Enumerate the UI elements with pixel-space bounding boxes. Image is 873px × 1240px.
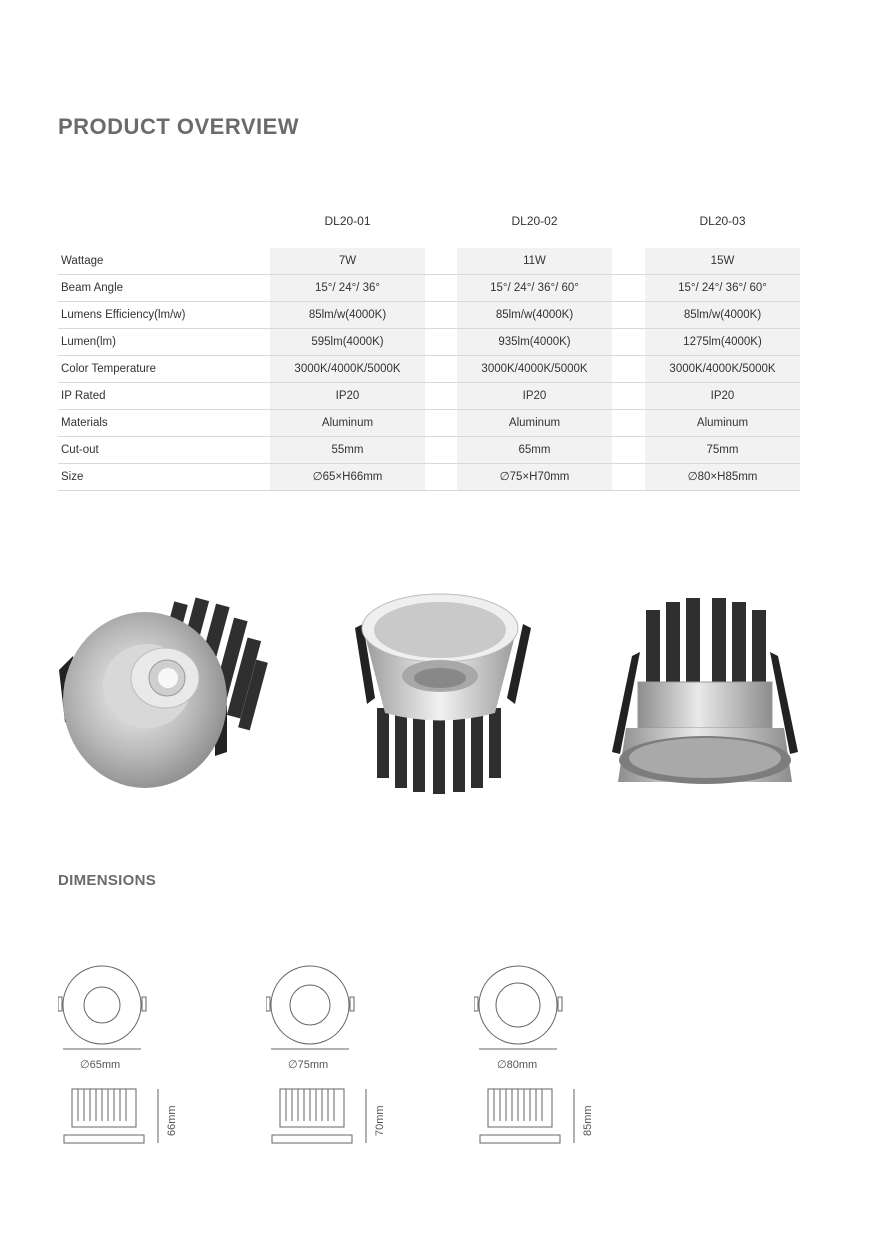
product-photo-dl20-03 <box>608 592 803 792</box>
row-label: Lumens Efficiency(lm/w) <box>61 309 186 321</box>
height-label-1: 66mm <box>166 1105 178 1136</box>
table-cell: 15°/ 24°/ 36°/ 60° <box>645 275 800 301</box>
table-cell: Aluminum <box>645 410 800 436</box>
table-cell: IP20 <box>645 383 800 409</box>
row-label: Color Temperature <box>61 363 157 375</box>
table-cell: 15°/ 24°/ 36°/ 60° <box>457 275 612 301</box>
table-row <box>58 464 800 491</box>
table-cell: 3000K/4000K/5000K <box>270 356 425 382</box>
table-cell: 85lm/w(4000K) <box>645 302 800 328</box>
table-cell: 15W <box>645 248 800 274</box>
table-cell: Aluminum <box>270 410 425 436</box>
table-cell: 3000K/4000K/5000K <box>645 356 800 382</box>
table-cell: IP20 <box>270 383 425 409</box>
table-cell: 7W <box>270 248 425 274</box>
row-label: Materials <box>61 417 108 429</box>
dimension-side-view-3 <box>476 1085 596 1147</box>
page-title: PRODUCT OVERVIEW <box>58 114 300 139</box>
height-label-3: 85mm <box>582 1105 594 1136</box>
diameter-label-3: ∅80mm <box>497 1059 538 1071</box>
table-cell: Aluminum <box>457 410 612 436</box>
table-cell: 1275lm(4000K) <box>645 329 800 355</box>
table-row <box>58 275 800 302</box>
table-cell: 15°/ 24°/ 36° <box>270 275 425 301</box>
row-label: Lumen(lm) <box>61 336 116 348</box>
table-cell: 75mm <box>645 437 800 463</box>
dimensions-title: DIMENSIONS <box>58 872 157 889</box>
table-row <box>58 356 800 383</box>
table-row <box>58 302 800 329</box>
model-header-2: DL20-02 <box>511 214 558 228</box>
dimension-side-view-2 <box>268 1085 388 1147</box>
row-label: Wattage <box>61 255 104 267</box>
table-row <box>58 437 800 464</box>
table-cell: 65mm <box>457 437 612 463</box>
row-label: Cut-out <box>61 444 99 456</box>
table-cell: 595lm(4000K) <box>270 329 425 355</box>
row-label: Beam Angle <box>61 282 124 294</box>
row-label: Size <box>61 471 84 483</box>
table-cell: ∅75×H70mm <box>457 464 612 490</box>
model-header-1: DL20-01 <box>324 214 371 228</box>
dimension-top-view-3 <box>474 965 569 1051</box>
table-cell: 85lm/w(4000K) <box>457 302 612 328</box>
table-cell: 3000K/4000K/5000K <box>457 356 612 382</box>
dimension-top-view-1 <box>58 965 153 1051</box>
table-cell: IP20 <box>457 383 612 409</box>
product-photo-dl20-01 <box>55 590 275 795</box>
table-row <box>58 383 800 410</box>
table-cell: 55mm <box>270 437 425 463</box>
model-header-3: DL20-03 <box>699 214 746 228</box>
table-cell: 935lm(4000K) <box>457 329 612 355</box>
row-label: IP Rated <box>61 390 106 402</box>
table-cell: ∅80×H85mm <box>645 464 800 490</box>
dimension-top-view-2 <box>266 965 361 1051</box>
product-photo-dl20-02 <box>345 588 535 798</box>
diameter-label-1: ∅65mm <box>80 1059 121 1071</box>
table-cell: 85lm/w(4000K) <box>270 302 425 328</box>
dimension-side-view-1 <box>60 1085 180 1147</box>
table-row <box>58 410 800 437</box>
table-row <box>58 329 800 356</box>
diameter-label-2: ∅75mm <box>288 1059 329 1071</box>
table-cell: 11W <box>457 248 612 274</box>
table-row <box>58 248 800 275</box>
table-cell: ∅65×H66mm <box>270 464 425 490</box>
height-label-2: 70mm <box>374 1105 386 1136</box>
